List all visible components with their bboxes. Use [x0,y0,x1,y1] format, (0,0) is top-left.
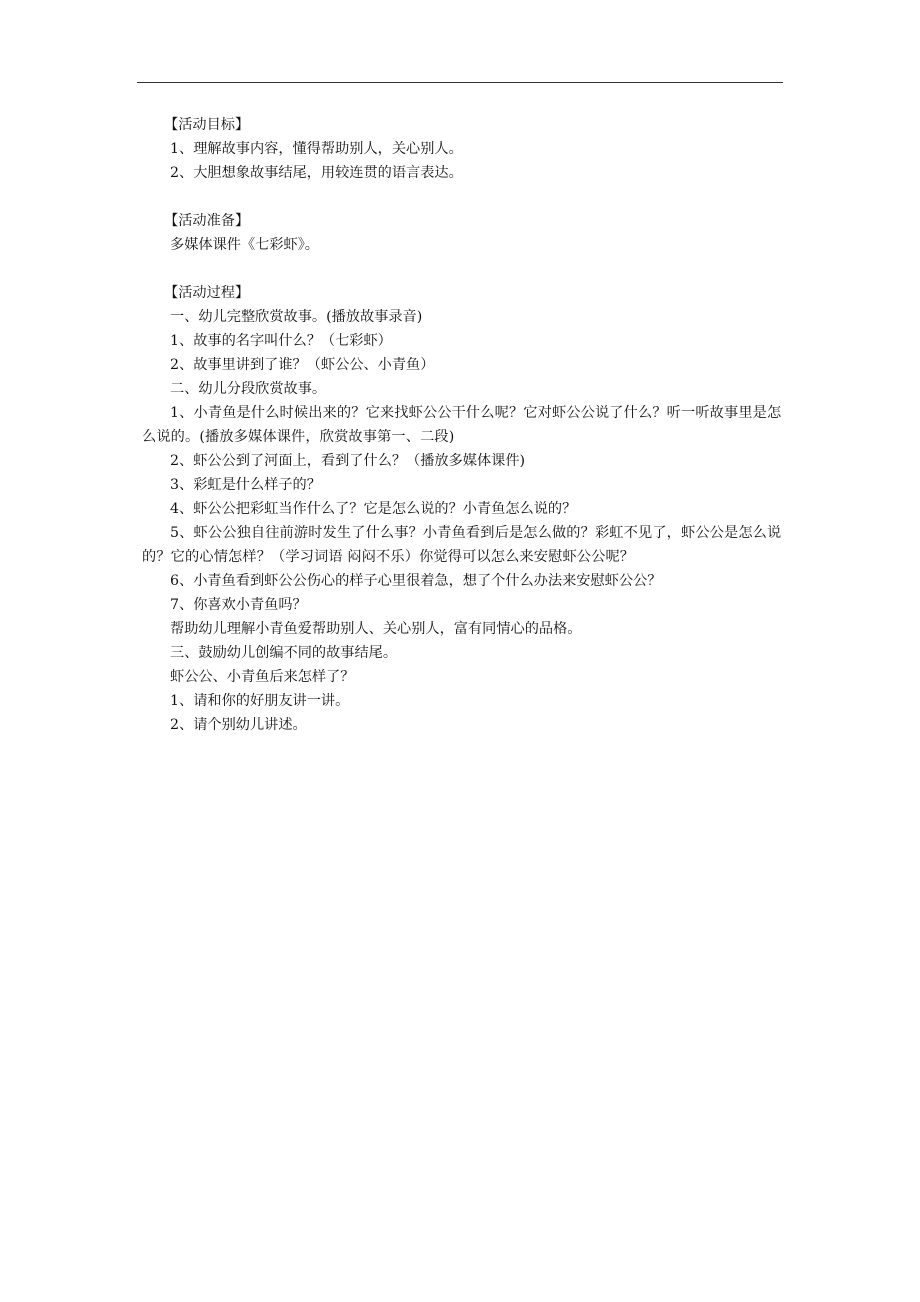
process-item-6: 2、虾公公到了河面上，看到了什么？（播放多媒体课件) [170,453,526,469]
process-item-9: 5、虾公公独自往前游时发生了什么事？小青鱼看到后是怎么做的？彩虹不见了，虾公公是怎么说的？它的心情怎样？（学习词语 闷闷不乐）你觉得可以怎么来安慰虾公公呢？ [142,525,782,565]
process-item-3: 2、故事里讲到了谁？（虾公公、小青鱼） [170,357,435,373]
process-item-14: 虾公公、小青鱼后来怎样了？ [170,669,355,685]
goal-item-1: 1、理解故事内容，懂得帮助别人，关心别人。 [170,141,463,157]
process-heading: 【活动过程】 [164,285,250,301]
process-item-5: 1、小青鱼是什么时候出来的？它来找虾公公干什么呢？它对虾公公说了什么？听一听故事里是怎么说的。(播放多媒体课件，欣赏故事第一、二段) [142,405,782,445]
prep-item-1: 多媒体课件《七彩虾》。 [170,237,319,253]
prep-heading: 【活动准备】 [164,213,250,229]
process-item-12: 帮助幼儿理解小青鱼爱帮助别人、关心别人，富有同情心的品格。 [170,621,582,637]
process-item-2: 1、故事的名字叫什么？（七彩虾） [170,333,392,349]
process-item-1: 一、幼儿完整欣赏故事。(播放故事录音) [170,309,423,325]
process-item-15: 1、请和你的好朋友讲一讲。 [170,693,350,709]
section-gap [142,257,782,281]
goal-item-2: 2、大胆想象故事结尾，用较连贯的语言表达。 [170,165,463,181]
process-item-7: 3、彩虹是什么样子的？ [170,477,321,493]
document-body [142,113,782,737]
goals-heading: 【活动目标】 [164,117,250,133]
process-item-4: 二、幼儿分段欣赏故事。 [170,381,327,397]
process-item-11: 7、你喜欢小青鱼吗？ [170,597,307,613]
section-gap [142,185,782,209]
process-item-13: 三、鼓励幼儿创编不同的故事结尾。 [170,645,398,661]
process-item-10: 6、小青鱼看到虾公公伤心的样子心里很着急，想了个什么办法来安慰虾公公？ [170,573,662,589]
process-item-8: 4、虾公公把彩虹当作什么了？它是怎么说的？小青鱼怎么说的？ [170,501,577,517]
header-rule [137,82,783,83]
process-item-16: 2、请个别幼儿讲述。 [170,717,307,733]
